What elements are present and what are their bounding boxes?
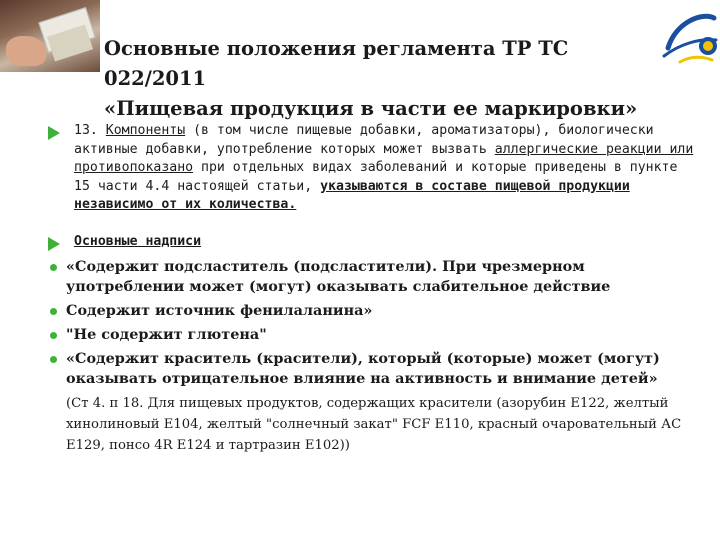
bullet-text: «Содержит подсластитель (подсластители). При чрезмерном употреблении может (могут) оказывать слабительное действие [66,257,611,295]
item-components [48,122,698,215]
item-main-labels [48,233,698,251]
slide-title [104,34,664,124]
dot-bullet-icon [50,264,57,271]
item1-s4: аллергические реакции или противопоказано [74,141,694,176]
bullet-gluten [48,325,698,345]
item1-s1: 13. [74,123,106,138]
eaeu-logo-icon [650,4,720,70]
colorants-note: (Ст 4. п 18. Для пищевых продуктов, содержащих красители (азорубин Е122, желтый хинолиновый Е104, желтый "солнечный закат" FCF Е110, красный очаровательный АС Е129, понсо 4R Е124 и тартразин Е102)) [66,395,682,453]
item1-s6: указываются в составе пищевой продукции независимо от их количества. [74,178,630,213]
item1-s2: Компоненты [105,123,186,138]
dot-bullet-icon [50,308,57,315]
item1-s3: (в том числе пищевые добавки, ароматизаторы), биологически активные добавки, употребление которых может вызвать [74,123,654,157]
dot-bullet-icon [50,332,57,339]
bullet-text: Содержит источник фенилаланина» [66,301,373,319]
title-line-1: Основные положения регламента ТР ТС 022/2011 [104,37,569,90]
bullet-text: "Не содержит глютена" [66,325,267,343]
title-line-2: «Пищевая продукция в части ее маркировки» [104,97,638,120]
dot-bullet-icon [50,356,57,363]
arrow-bullet-icon [48,237,60,251]
product-label-photo [0,0,100,72]
item1-s5: при отдельных видах заболеваний и которые приведены в пункте 15 части 4.4 настоящей статьи, [74,160,678,194]
bullet-colorant [48,349,698,389]
slide-content [48,122,698,456]
bullet-sweetener [48,257,698,297]
arrow-bullet-icon [48,126,60,140]
bullet-text: «Содержит краситель (красители), который (которые) может (могут) оказывать отрицательное влияние на активность и внимание детей» [66,349,660,387]
bullet-phenylalanine [48,301,698,321]
main-labels-heading: Основные надписи [74,233,202,249]
